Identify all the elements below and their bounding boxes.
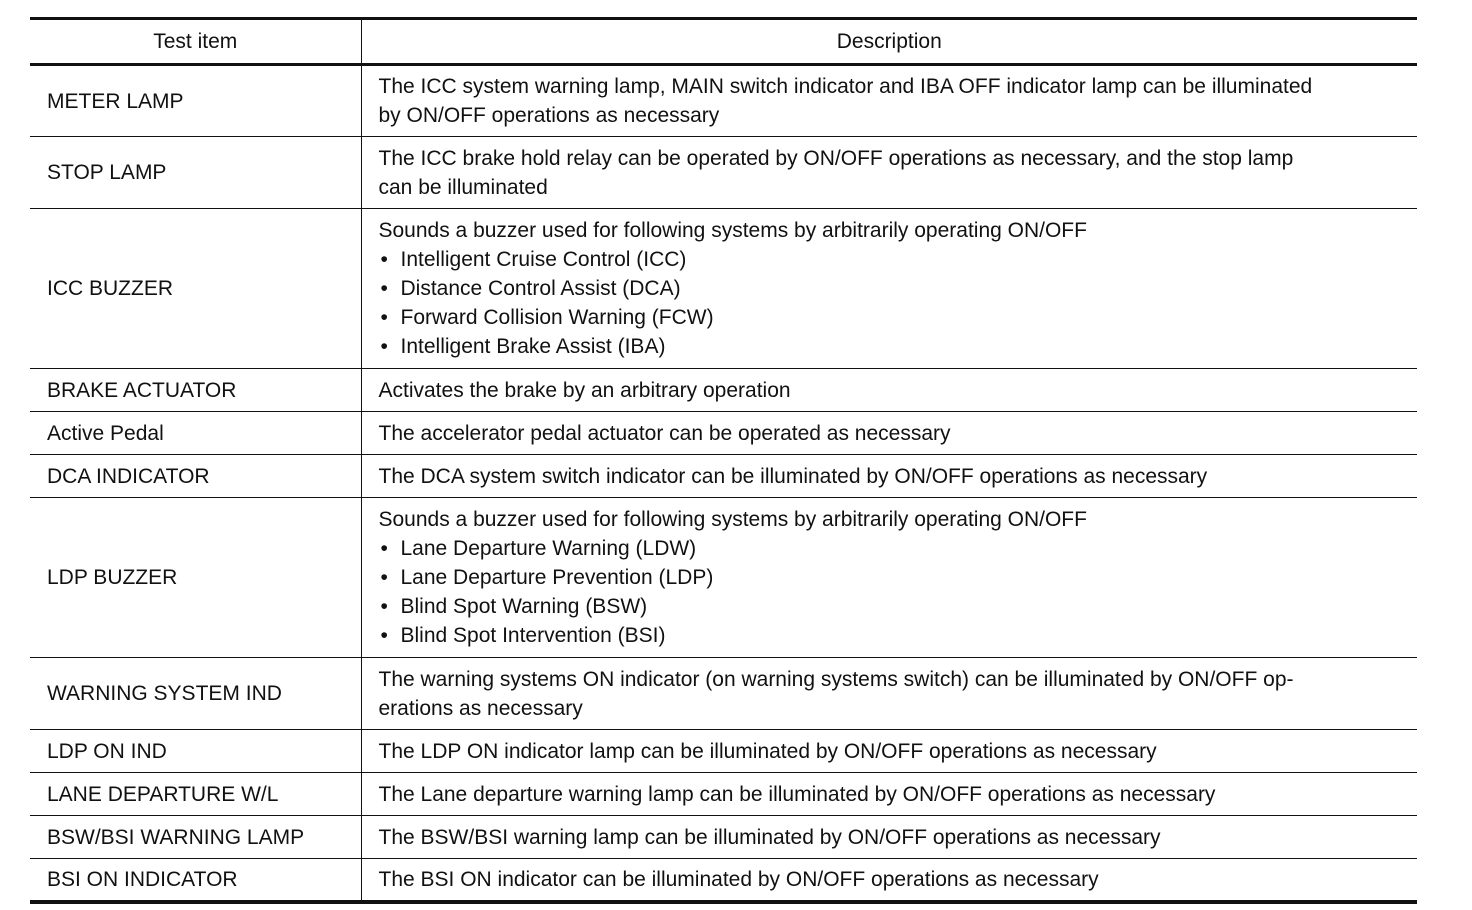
description-line: Activates the brake by an arbitrary operation bbox=[378, 378, 791, 402]
test-item-cell: BSW/BSI WARNING LAMP bbox=[30, 816, 361, 859]
header-test-item: Test item bbox=[30, 19, 361, 65]
description-line: The accelerator pedal actuator can be operated as necessary bbox=[378, 421, 951, 445]
test-item-cell: LDP ON IND bbox=[30, 730, 361, 773]
description-cell bbox=[361, 816, 1417, 859]
test-item-table bbox=[30, 17, 1417, 904]
test-item-cell: STOP LAMP bbox=[30, 137, 361, 209]
description-line: Sounds a buzzer used for following systems by arbitrarily operating ON/OFF bbox=[378, 219, 1087, 242]
bullet-item: • Lane Departure Warning (LDW) bbox=[379, 534, 1406, 563]
table-row bbox=[30, 498, 1417, 658]
bullet-item: • Intelligent Brake Assist (IBA) bbox=[379, 332, 1406, 361]
table-row bbox=[30, 455, 1417, 498]
header-description: Description bbox=[361, 19, 1417, 65]
description-line: The ICC brake hold relay can be operated by ON/OFF operations as necessary, and the stop lamp bbox=[378, 146, 1294, 170]
description-line: The ICC system warning lamp, MAIN switch indicator and IBA OFF indicator lamp can be illuminated bbox=[378, 75, 1313, 98]
description-cell bbox=[361, 859, 1417, 902]
description-line: The LDP ON indicator lamp can be illuminated by ON/OFF operations as necessary bbox=[378, 739, 1157, 763]
test-item-cell: Active Pedal bbox=[30, 412, 361, 455]
description-cell bbox=[361, 412, 1417, 455]
description-line: Sounds a buzzer used for following systems by arbitrarily operating ON/OFF bbox=[378, 508, 1087, 531]
test-item-table-container bbox=[30, 17, 1417, 904]
description-cell bbox=[361, 369, 1417, 412]
description-line: The BSI ON indicator can be illuminated by ON/OFF operations as necessary bbox=[378, 867, 1099, 891]
table-row bbox=[30, 65, 1417, 137]
description-line: erations as necessary bbox=[378, 696, 583, 720]
table-row bbox=[30, 730, 1417, 773]
table-row bbox=[30, 209, 1417, 369]
description-cell bbox=[361, 137, 1417, 209]
description-line: by ON/OFF operations as necessary bbox=[378, 104, 720, 127]
bullet-item: • Blind Spot Intervention (BSI) bbox=[379, 621, 1406, 650]
test-item-cell: METER LAMP bbox=[30, 65, 361, 137]
test-item-cell: LDP BUZZER bbox=[30, 498, 361, 658]
description-cell bbox=[361, 455, 1417, 498]
description-line: can be illuminated bbox=[378, 175, 548, 199]
description-cell bbox=[361, 773, 1417, 816]
description-line: The DCA system switch indicator can be illuminated by ON/OFF operations as necessary bbox=[378, 464, 1208, 488]
bullet-item: • Forward Collision Warning (FCW) bbox=[379, 303, 1406, 332]
table-header-row bbox=[30, 19, 1417, 65]
table-row bbox=[30, 859, 1417, 902]
description-cell bbox=[361, 730, 1417, 773]
test-item-cell: WARNING SYSTEM IND bbox=[30, 658, 361, 730]
table-body bbox=[30, 65, 1417, 902]
table-row bbox=[30, 816, 1417, 859]
table-row bbox=[30, 137, 1417, 209]
table-row bbox=[30, 412, 1417, 455]
bullet-item: • Blind Spot Warning (BSW) bbox=[379, 592, 1406, 621]
test-item-cell: BRAKE ACTUATOR bbox=[30, 369, 361, 412]
test-item-cell: DCA INDICATOR bbox=[30, 455, 361, 498]
bullet-item: • Lane Departure Prevention (LDP) bbox=[379, 563, 1406, 592]
description-line: The Lane departure warning lamp can be illuminated by ON/OFF operations as necessary bbox=[378, 782, 1216, 806]
test-item-cell: LANE DEPARTURE W/L bbox=[30, 773, 361, 816]
test-item-cell: BSI ON INDICATOR bbox=[30, 859, 361, 902]
description-cell bbox=[361, 65, 1417, 137]
description-line: The warning systems ON indicator (on warning systems switch) can be illuminated by ON/OFF op- bbox=[378, 667, 1294, 691]
bullet-item: • Distance Control Assist (DCA) bbox=[379, 274, 1406, 303]
table-row bbox=[30, 773, 1417, 816]
description-cell bbox=[361, 498, 1417, 658]
description-line: The BSW/BSI warning lamp can be illuminated by ON/OFF operations as necessary bbox=[378, 825, 1161, 849]
description-cell bbox=[361, 209, 1417, 369]
bullet-item: • Intelligent Cruise Control (ICC) bbox=[379, 245, 1406, 274]
table-row bbox=[30, 369, 1417, 412]
table-row bbox=[30, 658, 1417, 730]
test-item-cell: ICC BUZZER bbox=[30, 209, 361, 369]
description-cell bbox=[361, 658, 1417, 730]
